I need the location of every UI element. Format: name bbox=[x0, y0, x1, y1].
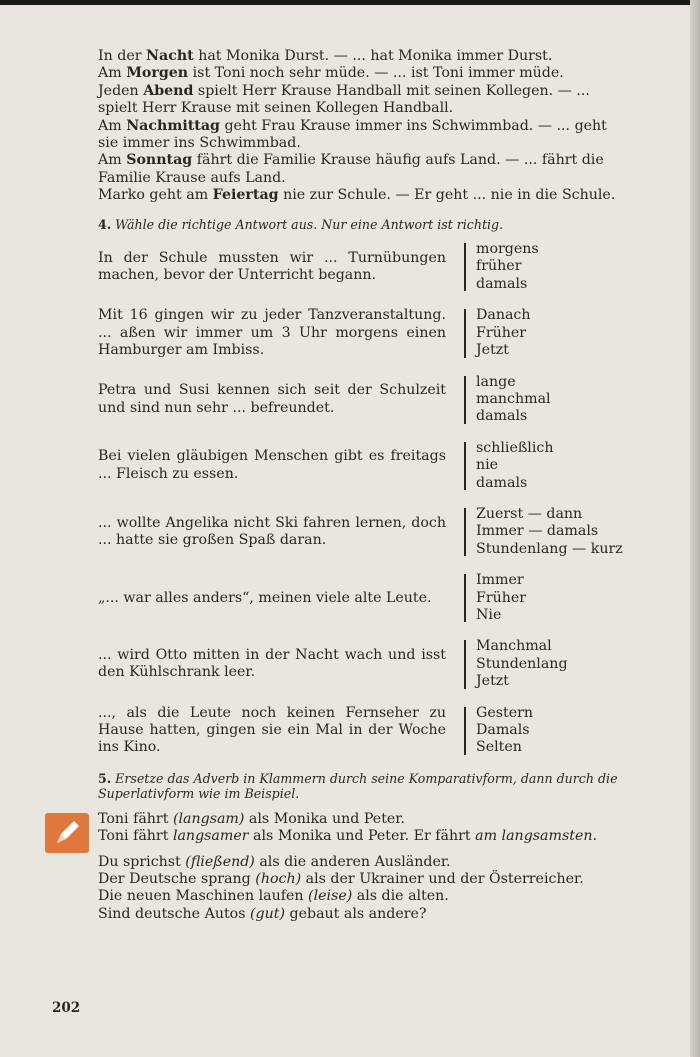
answer-option: Manchmal bbox=[476, 638, 552, 655]
task-line bbox=[98, 888, 672, 905]
answer-option: früher bbox=[476, 258, 522, 275]
answer-options bbox=[476, 307, 531, 359]
item-question: Bei vielen gläubigen Menschen gibt es freitags ... Fleisch zu essen. bbox=[98, 448, 446, 482]
text-run: Marko geht am bbox=[98, 187, 213, 204]
text-run: Am bbox=[98, 65, 127, 82]
answer-option: nie bbox=[476, 457, 499, 474]
task-line bbox=[98, 906, 672, 923]
answer-option: morgens bbox=[476, 241, 539, 258]
item-question: Mit 16 gingen wir zu jeder Tanzveranstaltung. ... aßen wir immer um 3 Uhr morgens einen Hamburger am Imbiss. bbox=[98, 307, 446, 359]
text-run: (hoch) bbox=[255, 871, 302, 888]
task-line bbox=[98, 854, 672, 871]
exercise-4-items bbox=[98, 241, 672, 757]
text-run: Am bbox=[98, 117, 127, 134]
text-run: Toni fährt bbox=[98, 828, 173, 845]
top-edge bbox=[0, 0, 700, 5]
answer-option: Selten bbox=[476, 739, 522, 756]
answer-option: lange bbox=[476, 373, 516, 390]
exercise-item bbox=[98, 241, 672, 293]
text-run: (fließend) bbox=[185, 853, 255, 870]
example-block bbox=[98, 811, 672, 846]
text-run: fährt die Familie Krause häufig aufs Land. — ... fährt die bbox=[192, 152, 604, 169]
example-line bbox=[98, 828, 672, 845]
exercise-item bbox=[98, 374, 672, 426]
answer-option: Früher bbox=[476, 589, 527, 606]
text-run: (gut) bbox=[250, 905, 285, 922]
exercise-4-heading bbox=[98, 216, 672, 233]
option-divider bbox=[464, 376, 466, 424]
text-run: am langsamsten bbox=[475, 828, 593, 845]
answer-option: Früher bbox=[476, 324, 527, 341]
option-divider bbox=[464, 243, 466, 291]
text-run: langsamer bbox=[172, 828, 249, 845]
text-run: . bbox=[592, 828, 598, 845]
exercise-item bbox=[98, 572, 672, 624]
option-divider bbox=[464, 707, 466, 755]
text-run: sie immer ins Schwimmbad. bbox=[98, 135, 301, 152]
sentence-line bbox=[98, 170, 672, 187]
item-question: Petra und Susi kennen sich seit der Schulzeit und sind nun sehr ... befreundet. bbox=[98, 382, 446, 416]
answer-option: Stundenlang — kurz bbox=[476, 540, 623, 557]
text-run: spielt Herr Krause Handball mit seinen Kollegen. — ... bbox=[193, 82, 590, 99]
answer-option: Gestern bbox=[476, 704, 534, 721]
sentence-line bbox=[98, 152, 672, 169]
answer-options bbox=[476, 440, 553, 492]
item-question: ... wird Otto mitten in der Nacht wach und isst den Kühlschrank leer. bbox=[98, 647, 446, 681]
text-run: Feiertag bbox=[212, 187, 279, 204]
option-divider bbox=[464, 442, 466, 490]
answer-options bbox=[476, 241, 539, 293]
text-run: als Monika und Peter. bbox=[244, 810, 406, 827]
text-run: spielt Herr Krause mit seinen Kollegen Handball. bbox=[98, 100, 454, 117]
exercise-item bbox=[98, 307, 672, 359]
option-divider bbox=[464, 309, 466, 357]
text-run: hat Monika Durst. — ... hat Monika immer Durst. bbox=[193, 48, 553, 64]
text-run: Abend bbox=[143, 82, 194, 99]
text-run: ist Toni noch sehr müde. — ... ist Toni immer müde. bbox=[188, 65, 564, 82]
exercise-item bbox=[98, 506, 672, 558]
answer-option: manchmal bbox=[476, 390, 551, 407]
pencil-icon bbox=[45, 813, 89, 853]
text-run: als Monika und Peter. Er fährt bbox=[248, 828, 476, 845]
text-run: Du sprichst bbox=[98, 853, 186, 870]
sentence-line bbox=[98, 100, 672, 117]
text-run: Am bbox=[98, 152, 127, 169]
exercise-item bbox=[98, 638, 672, 690]
exercise-instruction: Ersetze das Adverb in Klammern durch seine Komparativform, dann durch die Superlativform wie im Beispiel. bbox=[98, 770, 618, 801]
exercise-instruction: Wähle die richtige Antwort aus. Nur eine Antwort ist richtig. bbox=[115, 216, 504, 232]
answer-option: Jetzt bbox=[476, 673, 509, 690]
item-question: ... wollte Angelika nicht Ski fahren lernen, doch ... hatte sie großen Spaß daran. bbox=[98, 514, 446, 549]
text-run: geht Frau Krause immer ins Schwimmbad. — ... geht bbox=[219, 117, 607, 134]
text-run: Morgen bbox=[126, 65, 189, 82]
item-question: „... war alles anders“, meinen viele alte Leute. bbox=[98, 589, 432, 606]
text-run: Nacht bbox=[146, 48, 194, 64]
answer-option: Jetzt bbox=[476, 342, 509, 359]
item-question: In der Schule mussten wir ... Turnübungen machen, bevor der Unterricht begann. bbox=[98, 249, 446, 284]
sentence-line bbox=[98, 135, 672, 152]
text-run: als der Ukrainer und der Österreicher. bbox=[301, 871, 584, 888]
text-run: Sind deutsche Autos bbox=[98, 905, 250, 922]
exercise-number: 5. bbox=[98, 770, 112, 786]
sentence-line bbox=[98, 65, 672, 82]
text-run: gebaut als andere? bbox=[285, 905, 427, 922]
answer-option: damals bbox=[476, 408, 528, 425]
page-fold bbox=[690, 0, 700, 1057]
answer-options bbox=[476, 572, 526, 624]
text-run: Die neuen Maschinen laufen bbox=[98, 888, 309, 905]
answer-option: damals bbox=[476, 474, 528, 491]
item-question: ..., als die Leute noch keinen Fernseher zu Hause hatten, gingen sie ein Mal in der Woche ins Kino. bbox=[98, 704, 446, 756]
text-run: als die anderen Ausländer. bbox=[254, 853, 451, 870]
answer-options bbox=[476, 638, 568, 690]
answer-option: Danach bbox=[476, 307, 531, 324]
answer-options bbox=[476, 705, 533, 757]
answer-option: damals bbox=[476, 275, 528, 292]
text-run: (langsam) bbox=[172, 810, 245, 827]
answer-option: Immer — damals bbox=[476, 523, 599, 540]
exercise-item bbox=[98, 440, 672, 492]
sentence-line bbox=[98, 187, 672, 204]
text-run: In der bbox=[98, 48, 147, 64]
exercise-5-heading bbox=[98, 771, 672, 801]
example-line bbox=[98, 811, 672, 828]
answer-option: Zuerst — dann bbox=[476, 505, 583, 522]
answer-options bbox=[476, 506, 623, 558]
answer-option: Damals bbox=[476, 722, 530, 738]
sentence-line bbox=[98, 83, 672, 100]
textbook-page bbox=[98, 48, 672, 923]
answer-option: Nie bbox=[476, 606, 502, 623]
exercise-number: 4. bbox=[98, 216, 112, 232]
exercise-5-tasks bbox=[98, 854, 672, 924]
sentence-line bbox=[98, 48, 672, 65]
option-divider bbox=[464, 640, 466, 688]
page-number: 202 bbox=[52, 1000, 81, 1016]
answer-option: Stundenlang bbox=[476, 655, 568, 672]
exercise-item bbox=[98, 705, 672, 757]
text-run: nie zur Schule. — Er geht ... nie in die Schule. bbox=[278, 187, 616, 204]
option-divider bbox=[464, 574, 466, 622]
answer-options bbox=[476, 374, 551, 426]
text-run: Jeden bbox=[98, 82, 144, 99]
text-run: Sonntag bbox=[126, 152, 193, 169]
text-run: Familie Krause aufs Land. bbox=[98, 169, 286, 186]
answer-option: schließlich bbox=[476, 439, 554, 456]
text-run: (leise) bbox=[308, 888, 353, 905]
sentence-line bbox=[98, 118, 672, 135]
intro-sentences bbox=[98, 48, 672, 205]
text-run: Nachmittag bbox=[126, 117, 220, 134]
text-run: als die alten. bbox=[352, 888, 449, 905]
task-line bbox=[98, 871, 672, 888]
text-run: Toni fährt bbox=[98, 810, 173, 827]
answer-option: Immer bbox=[476, 572, 524, 589]
option-divider bbox=[464, 508, 466, 556]
text-run: Der Deutsche sprang bbox=[98, 871, 256, 888]
